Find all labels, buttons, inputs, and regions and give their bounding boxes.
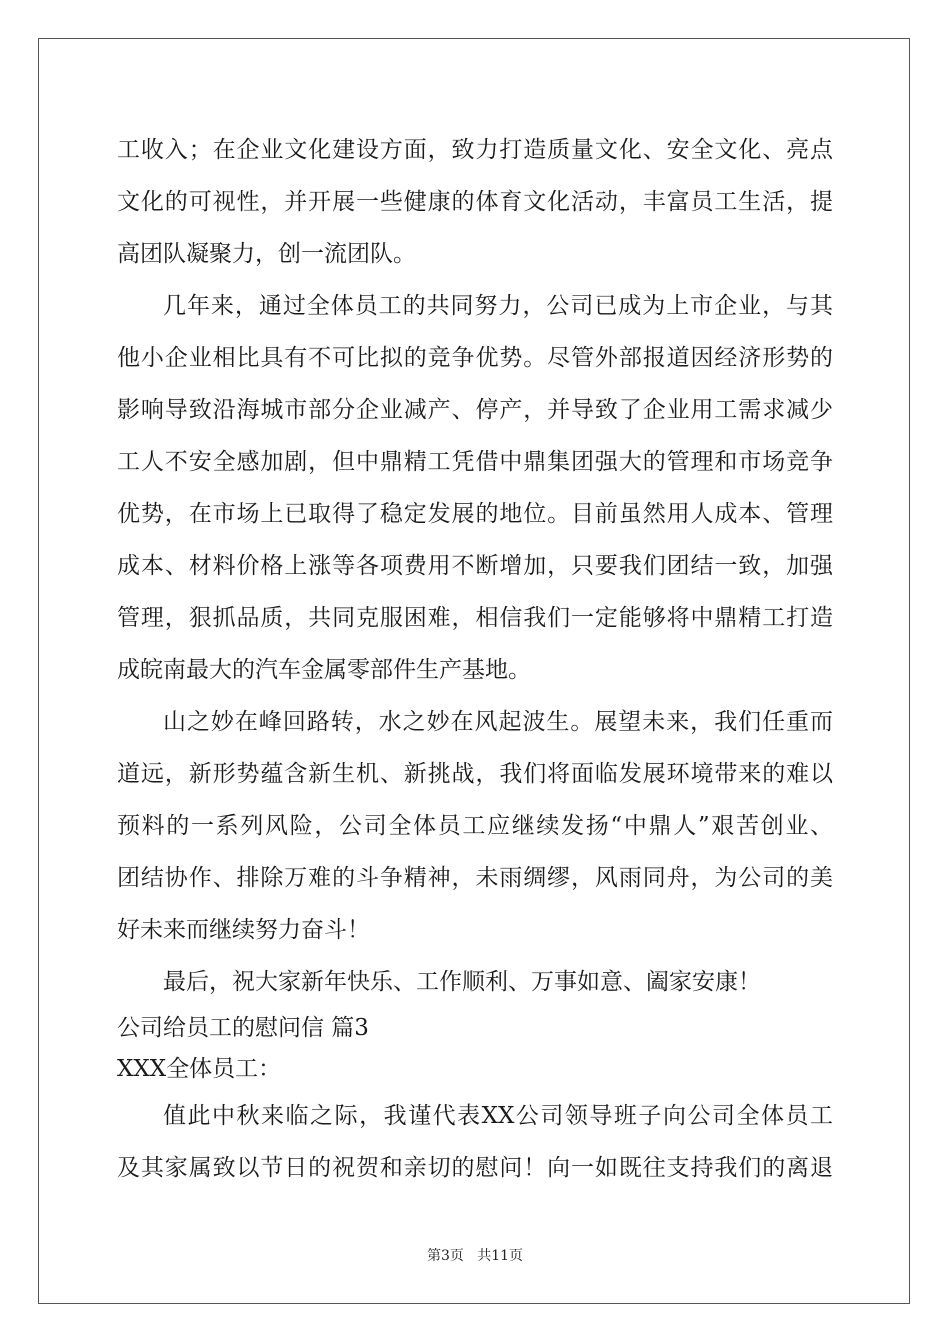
body-line: 最后，祝大家新年快乐、工作顺利、万事如意、阖家安康！ bbox=[163, 969, 761, 995]
body-line: 成本、材料价格上涨等各项费用不断增加，只要我们团结一致，加强 bbox=[117, 553, 833, 579]
body-line: 工收入；在企业文化建设方面，致力打造质量文化、安全文化、亮点 bbox=[117, 137, 833, 163]
body-line: 预料的一系列风险，公司全体员工应继续发扬“中鼎人”艰苦创业、 bbox=[117, 813, 833, 839]
document-body bbox=[117, 124, 833, 1194]
body-line: 几年来，通过全体员工的共同努力，公司已成为上市企业，与其 bbox=[163, 293, 833, 319]
body-line: 团结协作、排除万难的斗争精神，未雨绸缪，风雨同舟，为公司的美 bbox=[117, 865, 833, 891]
body-line: 道远，新形势蕴含新生机、新挑战，我们将面临发展环境带来的难以 bbox=[117, 761, 833, 787]
body-line: 文化的可视性，并开展一些健康的体育文化活动，丰富员工生活，提 bbox=[117, 189, 833, 215]
section-heading: 公司给员工的慰问信 篇3 bbox=[117, 1015, 369, 1041]
body-line: 及其家属致以节日的祝贺和亲切的慰问！向一如既往支持我们的离退 bbox=[117, 1155, 833, 1181]
body-line: 值此中秋来临之际，我谨代表XX公司领导班子向公司全体员工 bbox=[163, 1103, 833, 1129]
body-line: 管理，狠抓品质，共同克服困难，相信我们一定能够将中鼎精工打造 bbox=[117, 605, 833, 631]
page-number-footer: 第3页 共11页 bbox=[426, 1248, 524, 1264]
body-line: 好未来而继续努力奋斗！ bbox=[117, 917, 370, 943]
body-line: 工人不安全感加剧，但中鼎精工凭借中鼎集团强大的管理和市场竞争 bbox=[117, 449, 833, 475]
body-line: 影响导致沿海城市部分企业减产、停产，并导致了企业用工需求减少 bbox=[117, 397, 833, 423]
body-line: 成皖南最大的汽车金属零部件生产基地。 bbox=[117, 657, 531, 683]
body-line: 山之妙在峰回路转，水之妙在风起波生。展望未来，我们任重而 bbox=[163, 709, 833, 735]
body-line: 他小企业相比具有不可比拟的竞争优势。尽管外部报道因经济形势的 bbox=[117, 345, 833, 371]
body-line: 高团队凝聚力，创一流团队。 bbox=[117, 241, 416, 267]
body-line: 优势，在市场上已取得了稳定发展的地位。目前虽然用人成本、管理 bbox=[117, 501, 833, 527]
salutation: XXX全体员工： bbox=[117, 1056, 282, 1082]
